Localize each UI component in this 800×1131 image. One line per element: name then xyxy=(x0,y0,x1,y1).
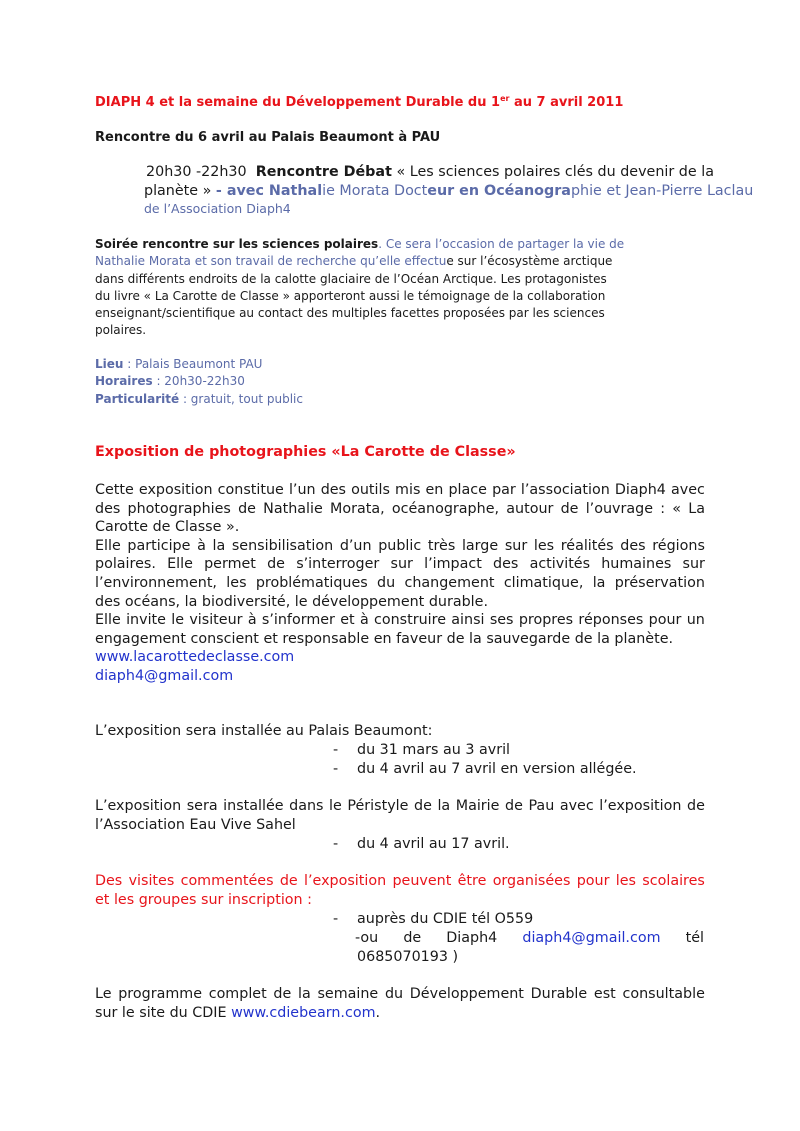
word: les xyxy=(615,873,636,889)
word: des xyxy=(320,482,347,498)
word: réponses xyxy=(578,612,644,629)
word: des xyxy=(95,500,121,517)
website-link[interactable]: www.lacarottedeclasse.com xyxy=(95,649,295,666)
info-lieu: Lieu : Palais Beaumont PAU xyxy=(95,357,263,371)
word: s’informer xyxy=(261,612,335,629)
contact-diaph4: -ou de Diaph4 diaph4@gmail.com tél xyxy=(355,930,704,946)
justified-line xyxy=(95,612,705,631)
visites-paragraph: Des visites commentées de l’exposition peuvent être organisées pour les scolaires et les groupes sur inscription : xyxy=(95,873,705,908)
justified-line xyxy=(95,798,705,817)
word: construire xyxy=(374,612,446,629)
word: commentées xyxy=(180,873,274,889)
word: l’exposition xyxy=(304,873,387,889)
word: océanographe, xyxy=(391,500,500,517)
word: Diaph4 xyxy=(614,482,666,498)
email-link[interactable]: diaph4@gmail.com xyxy=(95,667,234,684)
debat-text-1: « Les sciences polaires clés du devenir de la xyxy=(391,164,714,180)
peristyle-paragraph: L’exposition sera installée dans le Péristyle de la Mairie de Pau avec l’exposition de l’Association Eau Vive Sahel xyxy=(95,798,705,833)
word: outils xyxy=(351,482,390,498)
word: sera xyxy=(186,798,218,814)
word: de xyxy=(238,500,256,517)
debat-text-3: de l’Association Diaph4 xyxy=(144,201,291,217)
word: sur xyxy=(390,556,413,573)
word: invite xyxy=(126,612,166,629)
word: Elle xyxy=(95,537,121,554)
word: autour xyxy=(506,500,554,517)
word: être xyxy=(457,873,487,889)
word: Elle xyxy=(95,612,121,629)
word: complet xyxy=(208,986,267,1002)
word: préservation xyxy=(614,574,705,591)
word: à xyxy=(247,612,257,629)
word: polaires. xyxy=(95,556,156,573)
word: place xyxy=(448,482,487,498)
document-subtitle: Rencontre du 6 avril au Palais Beaumont à PAU xyxy=(95,130,441,145)
word: Durable xyxy=(530,986,588,1002)
word: l’impact xyxy=(424,556,482,573)
word: problématiques xyxy=(255,574,368,591)
word: la xyxy=(437,798,451,814)
word: très xyxy=(427,537,456,554)
dates-2: du 4 avril au 7 avril en version allégée. xyxy=(357,761,637,777)
exposition-paragraph-2: Elle participe à la sensibilisation d’un public très large sur les réalités des régions polaires. Elle permet de s’interroger sur l’impact des activités humaines sur l’environnement, les problématiques du changement climatique, la préservation des océans, la biodiversité, le développement durable. xyxy=(95,537,705,610)
word: Elle xyxy=(167,556,193,573)
justified-line xyxy=(95,873,705,892)
word: la xyxy=(298,986,311,1002)
dates-1: du 31 mars au 3 avril xyxy=(357,742,511,758)
word: large xyxy=(461,537,499,554)
programme-paragraph: Le programme complet de la semaine du Développement Durable est consultable sur le site du CDIE www.cdiebearn.com. xyxy=(95,986,705,1021)
word: installée xyxy=(223,798,284,814)
word: de xyxy=(560,500,579,517)
word: l’environnement, xyxy=(95,574,217,591)
word: de xyxy=(687,798,705,814)
dates-item-1: - xyxy=(333,742,339,758)
debat-time: 20h30 -22h30 xyxy=(146,164,247,180)
word: mis xyxy=(395,482,421,498)
word: un xyxy=(686,612,705,629)
soiree-heading: Soirée rencontre sur les sciences polaires xyxy=(95,237,379,251)
word: la xyxy=(592,574,606,591)
word: du xyxy=(377,574,396,591)
document-title: DIAPH 4 et la semaine du Développement Durable du 1er au 7 avril 2011 xyxy=(95,94,624,110)
word: : xyxy=(660,500,666,517)
word: Pau xyxy=(528,798,555,814)
exposition-heading: Exposition de photographies «La Carotte de Classe» xyxy=(95,444,516,460)
word: de xyxy=(505,798,523,814)
info-particularite: Particularité : gratuit, tout public xyxy=(95,391,303,406)
word: d’un xyxy=(339,537,372,554)
justified-line xyxy=(95,538,705,557)
beaumont-intro: L’exposition sera installée au Palais Beaumont: xyxy=(95,723,433,739)
debat-block: 20h30 -22h30 Rencontre Débat « Les sciences polaires clés du devenir de la planète » - avec Nathalie Morata Docteur en Océanographie et Jean-Pierre Laclau de l’Association Diaph4 xyxy=(144,164,753,220)
dates-3: du 4 avril au 17 avril. xyxy=(357,836,510,852)
info-block xyxy=(95,356,303,408)
word: organisées xyxy=(492,873,571,889)
word: La xyxy=(688,500,705,517)
word: de xyxy=(279,873,298,889)
word: pour xyxy=(576,873,610,889)
word: à xyxy=(359,612,369,629)
word: photographies xyxy=(127,500,231,517)
word: et xyxy=(340,612,355,629)
dates-item-3: - xyxy=(333,836,339,852)
word: de xyxy=(273,986,292,1002)
title-superscript: er xyxy=(500,94,510,103)
word: l’exposition xyxy=(599,798,682,814)
justified-line xyxy=(95,501,705,520)
justified-line xyxy=(95,556,705,575)
word: à xyxy=(197,537,206,554)
contact-phone: 0685070193 ) xyxy=(357,949,459,965)
word: Des xyxy=(95,873,123,889)
debat-label: Rencontre Débat xyxy=(255,164,392,180)
word: semaine xyxy=(317,986,379,1002)
info-horaires: Horaires : 20h30-22h30 xyxy=(95,374,245,389)
word: visites xyxy=(128,873,175,889)
word: constitue xyxy=(217,482,284,498)
word: Morata, xyxy=(330,500,385,517)
word: régions xyxy=(652,537,705,554)
justified-line xyxy=(95,575,705,594)
word: l’ouvrage xyxy=(585,500,653,517)
word: participe xyxy=(127,537,191,554)
word: scolaires xyxy=(642,873,705,889)
word: propres xyxy=(518,612,574,629)
word: Mairie xyxy=(455,798,500,814)
word: changement xyxy=(404,574,495,591)
word: visiteur xyxy=(189,612,243,629)
word: sensibilisation xyxy=(231,537,334,554)
contact-cdie: auprès du CDIE tél O559 xyxy=(357,911,534,927)
word: avec xyxy=(559,798,594,814)
word: le xyxy=(329,798,342,814)
word: sur xyxy=(682,556,705,573)
exposition-paragraph-3: Elle invite le visiteur à s’informer et à construire ainsi ses propres réponses pour un engagement conscient et responsable en faveur de la sauvegarde de la planète. xyxy=(95,612,705,647)
word: sur xyxy=(504,537,528,554)
word: les xyxy=(226,574,247,591)
word: Le xyxy=(95,986,112,1002)
word: ses xyxy=(489,612,514,629)
word: pour xyxy=(648,612,682,629)
justified-line xyxy=(95,482,705,501)
justified-line xyxy=(95,986,705,1005)
word: en xyxy=(425,482,444,498)
exposition-paragraph-1: Cette exposition constitue l’un des outils mis en place par l’association Diaph4 avec des photographies de Nathalie Morata, océanographe, autour de l’ouvrage : « La Carotte de Classe ». xyxy=(95,482,705,536)
word: réalités xyxy=(560,537,614,554)
word: Nathalie xyxy=(263,500,323,517)
word: exposition xyxy=(138,482,213,498)
word: L’exposition xyxy=(95,798,182,814)
word: par xyxy=(492,482,516,498)
word: programme xyxy=(118,986,202,1002)
word: peuvent xyxy=(392,873,452,889)
word: permet xyxy=(204,556,256,573)
word: Péristyle xyxy=(347,798,409,814)
word: consultable xyxy=(622,986,705,1002)
word: Développement xyxy=(409,986,524,1002)
cdie-link[interactable]: www.cdiebearn.com xyxy=(231,1004,376,1021)
word: Cette xyxy=(95,482,134,498)
contact-item-dash: - xyxy=(333,911,339,927)
word: activités xyxy=(529,556,591,573)
word: s’interroger xyxy=(296,556,380,573)
word: public xyxy=(378,537,422,554)
word: des xyxy=(620,537,646,554)
word: avec xyxy=(671,482,705,498)
word: l’un xyxy=(288,482,316,498)
word: dans xyxy=(289,798,324,814)
word: ainsi xyxy=(451,612,485,629)
word: le xyxy=(171,612,185,629)
word: la xyxy=(212,537,226,554)
soiree-paragraph: Soirée rencontre sur les sciences polaires. Ce sera l’occasion de partager la vie de Nathalie Morata et son travail de recherche qu’elle effectue sur l’écosystème arctique dans différents endroits de la calotte glaciaire de l’Océan Arctique. Les protagonistes du livre « La Carotte de Classe » apporteront aussi le témoignage de la collaboration enseignant/scientifique au contact des multiples facettes proposées par les sciences polaires. xyxy=(95,237,625,338)
word: de xyxy=(267,556,285,573)
word: climatique, xyxy=(503,574,584,591)
word: l’association xyxy=(520,482,610,498)
dates-item-2: - xyxy=(333,761,339,777)
word: les xyxy=(533,537,555,554)
word: de xyxy=(414,798,432,814)
word: des xyxy=(493,556,519,573)
contact-email-link[interactable]: diaph4@gmail.com xyxy=(522,930,661,946)
exposition-body xyxy=(95,482,705,687)
word: est xyxy=(593,986,616,1002)
word: humaines xyxy=(601,556,672,573)
word: du xyxy=(384,986,404,1002)
word: « xyxy=(672,500,682,517)
